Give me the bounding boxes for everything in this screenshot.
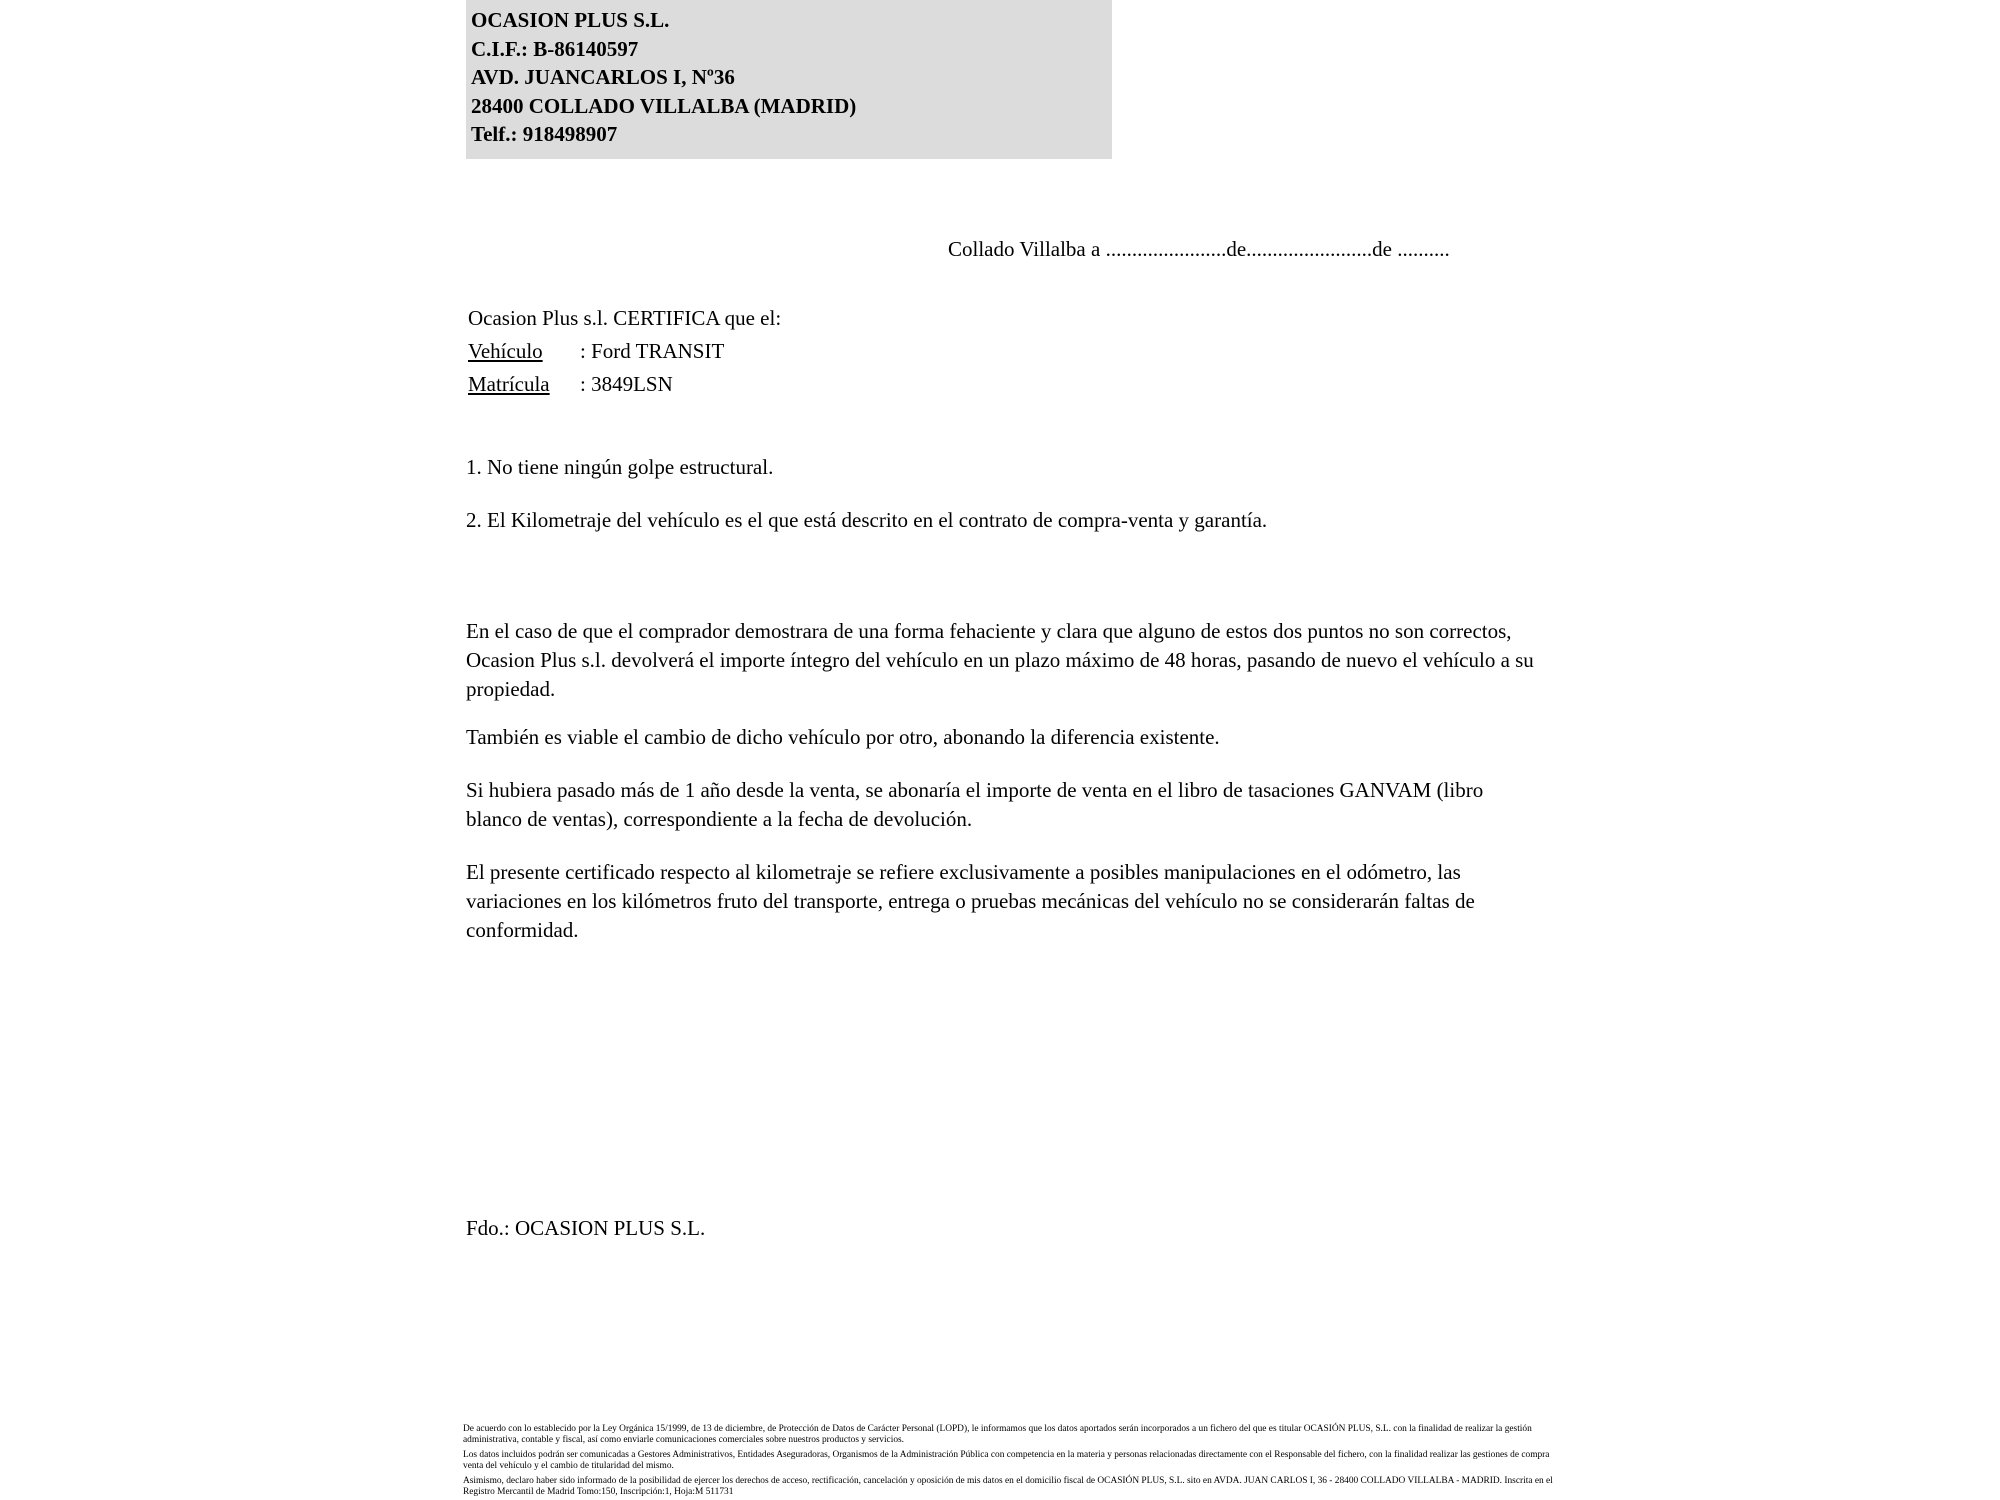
legal-paragraph-1: De acuerdo con lo establecido por la Ley Orgánica 15/1999, de 13 de diciembre, de Protección de Datos de Carácter Personal (LOPD), le informamos que los datos aportados serán incorporados a un fichero del que es titular OCASIÓN PLUS, S.L. con la finalidad de realizar la gestión administrativa, contable y fiscal, así como enviarle comunicaciones comerciales sobre nuestros productos y servicios. (463, 1424, 1532, 1446)
company-cif: C.I.F.: B-86140597 (471, 36, 639, 61)
legal-paragraph-2: Los datos incluidos podrán ser comunicadas a Gestores Administrativos, Entidades Aseguradoras, Organismos de la Administración Pública con competencia en la materia y personas relacionadas directamente con el Responsable del fichero, con la finalidad realizar las gestiones de compra venta del vehículo y el cambio de titularidad del mismo. (463, 1449, 1550, 1472)
plate-label: Matrícula (468, 372, 550, 396)
vehicle-value: : Ford TRANSIT (580, 339, 725, 363)
point-2: 2. El Kilometraje del vehículo es el que está descrito en el contrato de compra-venta y garantía. (466, 508, 1268, 532)
plate-value: : 3849LSN (580, 372, 673, 396)
paragraph-odometer: El presente certificado respecto al kilometraje se refiere exclusivamente a posibles manipulaciones en el odómetro, las variaciones en los kilómetros fruto del transporte, entrega o pruebas mecánicas del vehículo no se considerarán faltas de conformidad. (466, 860, 1475, 942)
paragraph-ganvam: Si hubiera pasado más de 1 año desde la venta, se abonaría el importe de venta en el libro de tasaciones GANVAM (libro blanco de ventas), correspondiente a la fecha de devolución. (466, 778, 1484, 831)
point-1: 1. No tiene ningún golpe estructural. (466, 455, 774, 479)
certification-block (468, 302, 781, 401)
vehicle-row (468, 335, 781, 368)
company-city: 28400 COLLADO VILLALBA (MADRID) (471, 93, 857, 118)
date-line: Collado Villalba a .......................de........................de .......... (948, 237, 1450, 261)
company-phone: Telf.: 918498907 (471, 122, 618, 146)
plate-row (468, 368, 781, 401)
certify-intro: Ocasion Plus s.l. CERTIFICA que el: (468, 306, 782, 330)
legal-footer (463, 1424, 1553, 1498)
legal-paragraph-3: Asimismo, declaro haber sido informado de la posibilidad de ejercer los derechos de acceso, rectificación, cancelación y oposición de mis datos en el domicilio fiscal de OCASIÓN PLUS, S.L. sito en AVDA. JUAN CARLOS I, 36 - 28400 COLLADO VILLALBA - MADRID. Inscrita en el Registro Mercantil de Madrid Tomo:150, Inscripción:1, Hoja:M 511731 (463, 1475, 1553, 1498)
signature-line: Fdo.: OCASION PLUS S.L. (466, 1216, 706, 1240)
vehicle-label: Vehículo (468, 339, 543, 363)
company-name: OCASION PLUS S.L. (471, 8, 670, 32)
company-header-block (466, 0, 1112, 159)
paragraph-exchange: También es viable el cambio de dicho vehículo por otro, abonando la diferencia existente. (466, 725, 1220, 749)
paragraph-refund: En el caso de que el comprador demostrara de una forma fehaciente y clara que alguno de estos dos puntos no son correctos, Ocasion Plus s.l. devolverá el importe íntegro del vehículo en un plazo máximo de 48 horas, pasando de nuevo el vehículo a su propiedad. (466, 619, 1534, 701)
company-address: AVD. JUANCARLOS I, Nº36 (471, 65, 735, 89)
